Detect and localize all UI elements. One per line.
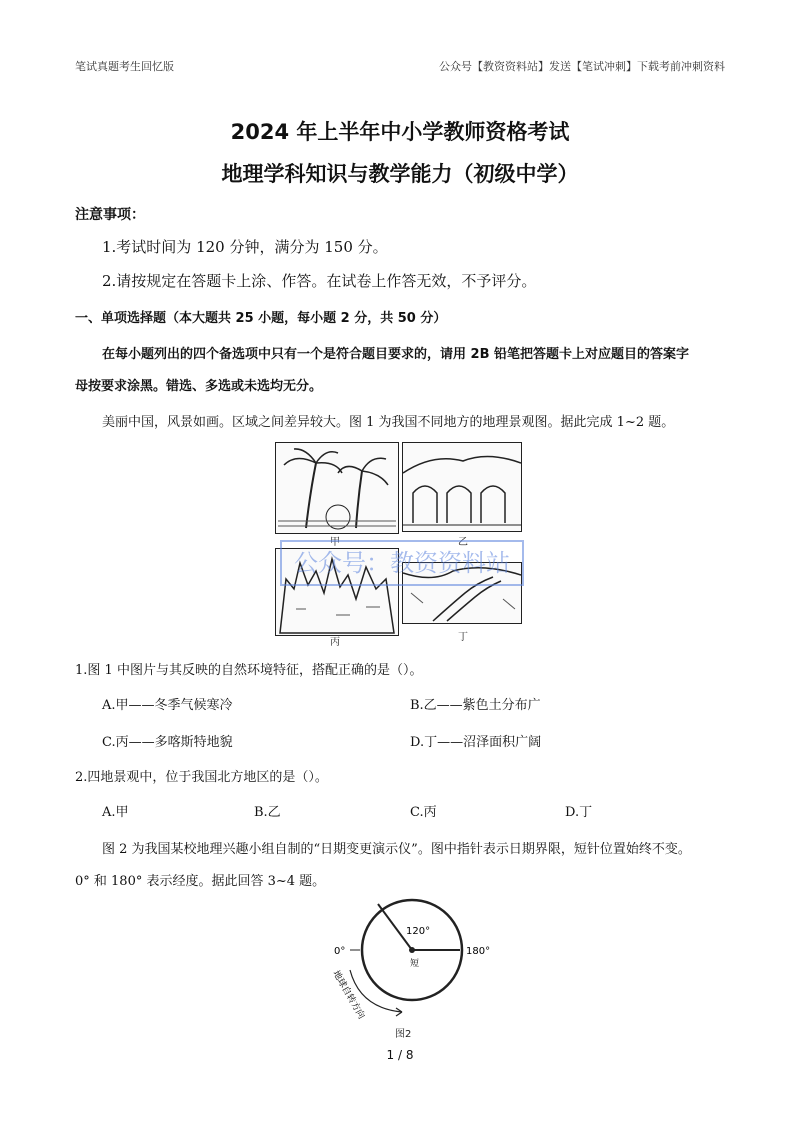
q1-stem: 1.图 1 中图片与其反映的自然环境特征，搭配正确的是（）。 xyxy=(75,663,423,678)
q1-option-d[interactable]: D.丁——沼泽面积广阔 xyxy=(410,735,542,750)
panel-jia xyxy=(275,442,399,534)
intro-1: 美丽中国，风景如画。区域之间差异较大。图 1 为我国不同地方的地理景观图。据此完成 1~2 题。 xyxy=(102,415,675,430)
header-left: 笔试真题考生回忆版 xyxy=(75,60,174,73)
q2-option-c[interactable]: C.丙 xyxy=(410,805,437,820)
notice-heading: 注意事项： xyxy=(75,207,145,223)
section-instruction-2: 母按要求涂黑。错选、多选或未选均无分。 xyxy=(75,379,323,394)
q2-option-b[interactable]: B.乙 xyxy=(254,805,281,820)
intro-2-line-1: 图 2 为我国某校地理兴趣小组自制的“日期变更演示仪”。图中指针表示日期界限，短针位置始终不变。 xyxy=(102,842,691,857)
exam-subtitle: 地理学科知识与教学能力（初级中学） xyxy=(221,162,579,186)
figure-2-caption: 图2 xyxy=(395,1029,412,1040)
q2-option-d[interactable]: D.丁 xyxy=(565,805,593,820)
q1-option-b[interactable]: B.乙——紫色土分布广 xyxy=(410,698,541,713)
q2-stem: 2.四地景观中，位于我国北方地区的是（）。 xyxy=(75,770,328,785)
label-short: 短 xyxy=(410,959,420,969)
cave-dwelling-sketch xyxy=(403,443,521,531)
panel-yi xyxy=(402,442,522,532)
intro-2-line-2: 0° 和 180° 表示经度。据此回答 3~4 题。 xyxy=(75,874,326,889)
label-180: 180° xyxy=(466,946,490,957)
date-line-diagram xyxy=(320,890,490,1030)
section-heading: 一、单项选择题（本大题共 25 小题，每小题 2 分，共 50 分） xyxy=(75,311,447,326)
label-yi: 乙 xyxy=(458,537,468,548)
q1-option-a[interactable]: A.甲——冬季气候寒冷 xyxy=(102,698,233,713)
rotation-direction-text: 地球自转方向 xyxy=(330,969,367,1021)
label-bing: 丙 xyxy=(330,637,340,648)
header-right: 公众号【教资资料站】发送【笔试冲刺】下载考前冲刺资料 xyxy=(439,60,725,73)
q2-option-a[interactable]: A.甲 xyxy=(102,805,129,820)
label-jia: 甲 xyxy=(330,537,340,548)
palm-beach-sketch xyxy=(276,443,398,533)
page-number: 1 / 8 xyxy=(386,1048,414,1062)
label-120: 120° xyxy=(406,926,431,937)
section-instruction-1: 在每小题列出的四个备选项中只有一个是符合题目要求的，请用 2B 铅笔把答题卡上对应题目的答案字 xyxy=(102,347,690,362)
q1-option-c[interactable]: C.丙——多喀斯特地貌 xyxy=(102,735,233,750)
notice-item-2: 2.请按规定在答题卡上涂、作答。在试卷上作答无效，不予评分。 xyxy=(102,272,537,290)
label-ding: 丁 xyxy=(458,632,468,643)
exam-title: 2024 年上半年中小学教师资格考试 xyxy=(230,120,570,144)
notice-item-1: 1.考试时间为 120 分钟，满分为 150 分。 xyxy=(102,238,388,256)
watermark: 公众号：教资资料站 xyxy=(280,540,524,586)
label-0: 0° xyxy=(334,946,346,957)
